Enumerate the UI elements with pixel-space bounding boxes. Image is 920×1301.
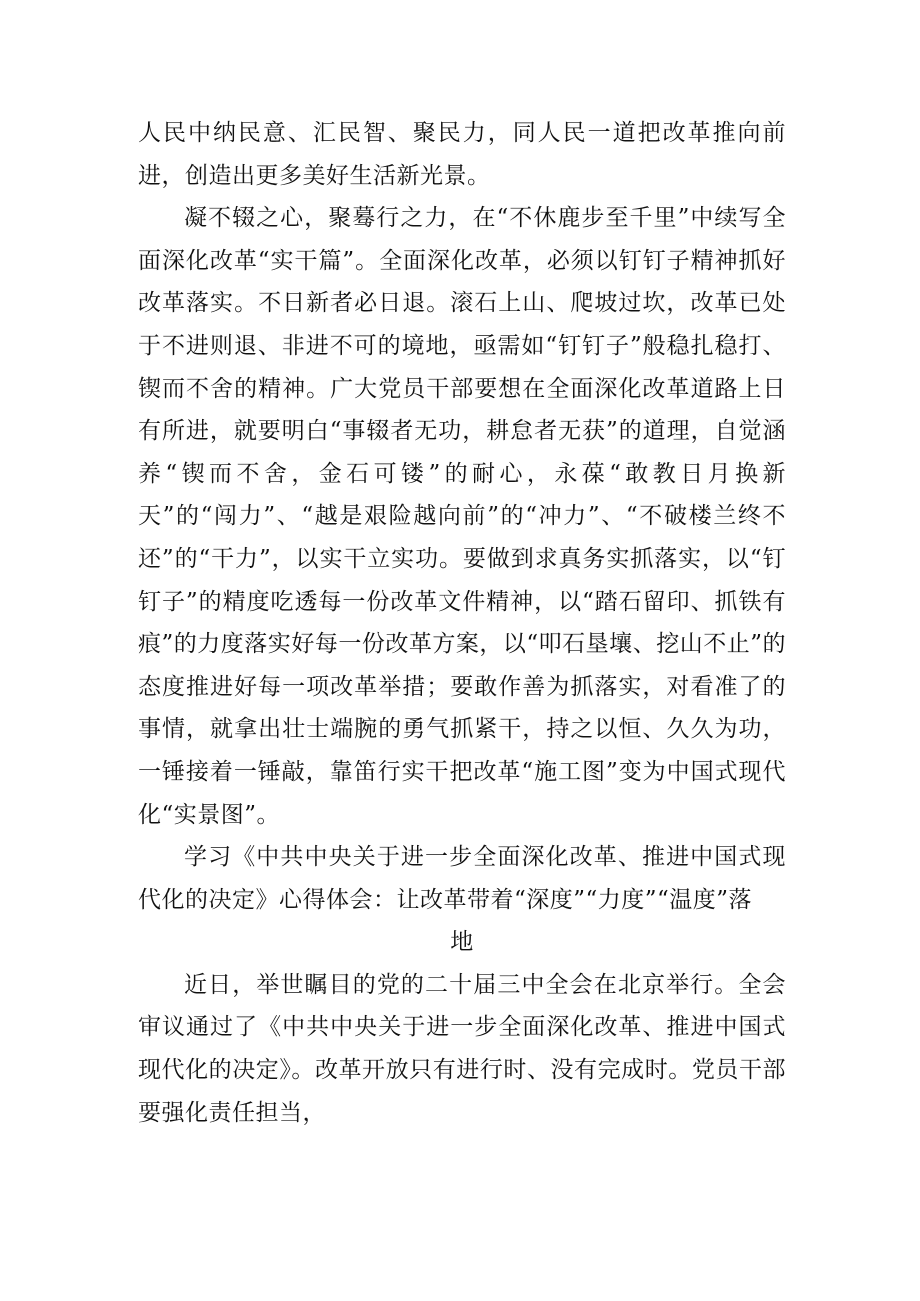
paragraph-intro: 近日，举世瞩目的党的二十届三中全会在北京举行。全会审议通过了《中共中央关于进一步全面深化改革、推进中国式现代化的决定》。改革开放只有进行时、没有完成时。党员干部要强化责任担当， — [138, 971, 786, 1126]
section-title: 学习《中共中央关于进一步全面深化改革、推进中国式现代化的决定》心得体会：让改革带着“深度”“力度”“温度”落 — [138, 844, 786, 913]
document-body — [138, 112, 786, 1134]
paragraph-implementation: 凝不辍之心，聚蓦行之力，在“不休鹿步至千里”中续写全面深化改革“实干篇”。全面深化改革，必须以钉钉子精神抓好改革落实。不日新者必日退。滚石上山、爬坡过坎，改革已处于不进则退、非进不可的境地，亟需如“钉钉子”般稳扎稳打、锲而不舍的精神。广大党员干部要想在全面深化改革道路上日有所进，就要明白“事辍者无功，耕怠者无获”的道理，自觉涵养“锲而不舍，金石可镂”的耐心，永葆“敢教日月换新天”的“闯力”、“越是艰险越向前”的“冲力”、“不破楼兰终不还”的“干力”，以实干立实功。要做到求真务实抓落实，以“钉钉子”的精度吃透每一份改革文件精神，以“踏石留印、抓铁有痕”的力度落实好每一份改革方案，以“叩石垦壤、挖山不止”的态度推进好每一项改革举措；要敢作善为抓落实，对看准了的事情，就拿出壮士端腕的勇气抓紧干，持之以恒、久久为功，一锤接着一锤敲，靠笛行实干把改革“施工图”变为中国式现代化“实景图”。 — [138, 205, 786, 828]
section-title-end: 地 — [450, 929, 474, 956]
paragraph-continuation: 人民中纳民意、汇民智、聚民力，同人民一道把改革推向前进，创造出更多美好生活新光景。 — [138, 120, 786, 189]
